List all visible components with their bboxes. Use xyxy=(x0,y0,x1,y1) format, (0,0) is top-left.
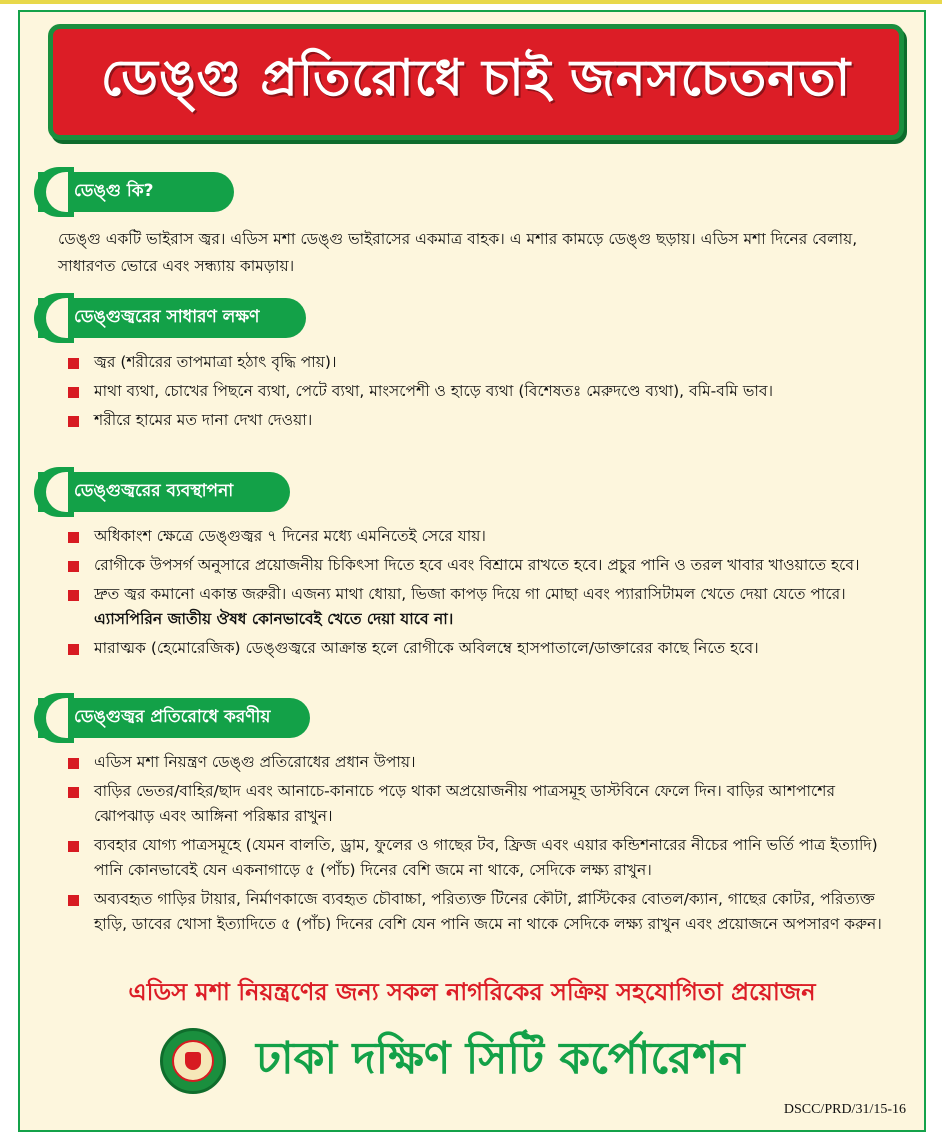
top-rule xyxy=(0,0,942,4)
list-item xyxy=(58,350,898,375)
logo-inner-ring xyxy=(172,1040,214,1082)
list-item xyxy=(58,833,898,883)
bullet-square-icon xyxy=(68,758,79,769)
bullet-square-icon xyxy=(68,561,79,572)
section-heading-text: ডেঙ্গুজ্বর প্রতিরোধে করণীয় xyxy=(74,707,271,727)
list-item xyxy=(58,582,898,632)
poster xyxy=(18,10,926,1132)
section-heading xyxy=(38,172,234,212)
section-heading xyxy=(38,472,290,512)
bullet-square-icon xyxy=(68,358,79,369)
bullet-square-icon xyxy=(68,895,79,906)
list-item xyxy=(58,750,898,775)
section-heading xyxy=(38,298,306,338)
list-item-text: শরীরে হামের মত দানা দেখা দেওয়া। xyxy=(94,411,313,429)
page-title: ডেঙ্গু প্রতিরোধে চাই জনসচেতনতা xyxy=(100,48,852,107)
bullet-square-icon xyxy=(68,787,79,798)
list-item xyxy=(58,636,898,661)
list-item-text: মারাত্মক (হেমোরেজিক) ডেঙ্গুজ্বরে আক্রান্ত হলে রোগীকে অবিলম্বে হাসপাতালে/ডাক্তারের কাছে নিতে হবে। xyxy=(94,639,759,657)
bullet-square-icon xyxy=(68,590,79,601)
bullet-square-icon xyxy=(68,532,79,543)
section-symptoms xyxy=(38,298,908,437)
logo-emblem-icon xyxy=(185,1052,201,1070)
section-what-is-dengue xyxy=(38,172,908,280)
list-item-text: মাথা ব্যথা, চোখের পিছনে ব্যথা, পেটে ব্যথা, মাংসপেশী ও হাড়ে ব্যথা (বিশেষতঃ মেরুদণ্ডে ব্যথা), বমি-বমি ভাব। xyxy=(94,382,774,400)
bullet-square-icon xyxy=(68,644,79,655)
list-item xyxy=(58,408,898,433)
section-paragraph: ডেঙ্গু একটি ভাইরাস জ্বর। এডিস মশা ডেঙ্গু ভাইরাসের একমাত্র বাহক। এ মশার কামড়ে ডেঙ্গু ছড়ায়। এডিস মশা দিনের বেলায়, সাধারণত ভোরে এবং সন্ধ্যায় কামড়ায়। xyxy=(58,230,858,275)
organization-name: ঢাকা দক্ষিণ সিটি কর্পোরেশন xyxy=(256,1032,745,1084)
section-heading-text: ডেঙ্গুজ্বরের ব্যবস্থাপনা xyxy=(74,481,234,501)
aspirin-warning: এ্যাসপিরিন জাতীয় ঔষধ কোনভাবেই খেতে দেয়া যাবে না। xyxy=(94,610,454,628)
list-item xyxy=(58,379,898,404)
list-item xyxy=(58,524,898,549)
list-item-text: এডিস মশা নিয়ন্ত্রণ ডেঙ্গু প্রতিরোধের প্রধান উপায়। xyxy=(94,753,416,771)
list-item-text: জ্বর (শরীরের তাপমাত্রা হঠাৎ বৃদ্ধি পায়)। xyxy=(94,353,337,371)
list-item-text: বাড়ির ভেতর/বাহির/ছাদ এবং আনাচে-কানাচে পড়ে থাকা অপ্রয়োজনীয় পাত্রসমূহ ডাস্টবিনে ফেলে দিন। বাড়ির আশপাশের ঝোপঝাড় এবং আঙ্গিনা পরিষ্কার রাখুন। xyxy=(94,782,835,825)
reference-code: DSCC/PRD/31/15-16 xyxy=(783,1102,906,1117)
list-item-text: ব্যবহার যোগ্য পাত্রসমূহে (যেমন বালতি, ড্রাম, ফুলের ও গাছের টব, ফ্রিজ এবং এয়ার কন্ডিশনারের নীচের পানি ভর্তি পাত্র ইত্যাদি) পানি কোনভাবেই যেন একনাগাড়ে ৫ (পাঁচ) দিনের বেশি জমে না থাকে, সেদিকে লক্ষ্য রাখুন। xyxy=(94,836,878,879)
symptom-list xyxy=(58,350,898,433)
section-heading xyxy=(38,698,310,738)
bullet-square-icon xyxy=(68,416,79,427)
list-item-text: রোগীকে উপসর্গ অনুসারে প্রয়োজনীয় চিকিৎসা দিতে হবে এবং বিশ্রামে রাখতে হবে। প্রচুর পানি ও তরল খাবার খাওয়াতে হবে। xyxy=(94,556,860,574)
list-item xyxy=(58,779,898,829)
section-management xyxy=(38,472,908,665)
list-item-text: দ্রুত জ্বর কমানো একান্ত জরুরী। এজন্য মাথা ধোয়া, ভিজা কাপড় দিয়ে গা মোছা এবং প্যারাসিটামল খেতে দেয়া যেতে পারে। xyxy=(94,585,846,603)
slogan: এডিস মশা নিয়ন্ত্রণের জন্য সকল নাগরিকের সক্রিয় সহযোগিতা প্রয়োজন xyxy=(128,978,816,1006)
title-banner xyxy=(48,24,904,140)
bullet-square-icon xyxy=(68,387,79,398)
list-item-text: অব্যবহৃত গাড়ির টায়ার, নির্মাণকাজে ব্যবহৃত চৌবাচ্চা, পরিত্যক্ত টিনের কৌটা, প্লাস্টিকের বোতল/ক্যান, গাছের কোটর, পরিত্যক্ত হাড়ি, ডাবের খোসা ইত্যাদিতে ৫ (পাঁচ) দিনের বেশি যেন পানি জমে না থাকে সেদিকে লক্ষ্য রাখুন এবং প্রয়োজনে অপসারণ করুন। xyxy=(94,890,882,933)
list-item xyxy=(58,887,898,937)
section-prevention xyxy=(38,698,908,941)
section-heading-text: ডেঙ্গু কি? xyxy=(74,181,154,201)
bullet-square-icon xyxy=(68,841,79,852)
list-item-text: অধিকাংশ ক্ষেত্রে ডেঙ্গুজ্বর ৭ দিনের মধ্যে এমনিতেই সেরে যায়। xyxy=(94,527,486,545)
section-heading-text: ডেঙ্গুজ্বরের সাধারণ লক্ষণ xyxy=(74,307,260,327)
list-item xyxy=(58,553,898,578)
management-list xyxy=(58,524,898,661)
city-corporation-logo xyxy=(160,1028,226,1094)
prevention-list xyxy=(58,750,898,937)
organization-footer xyxy=(160,1026,810,1096)
